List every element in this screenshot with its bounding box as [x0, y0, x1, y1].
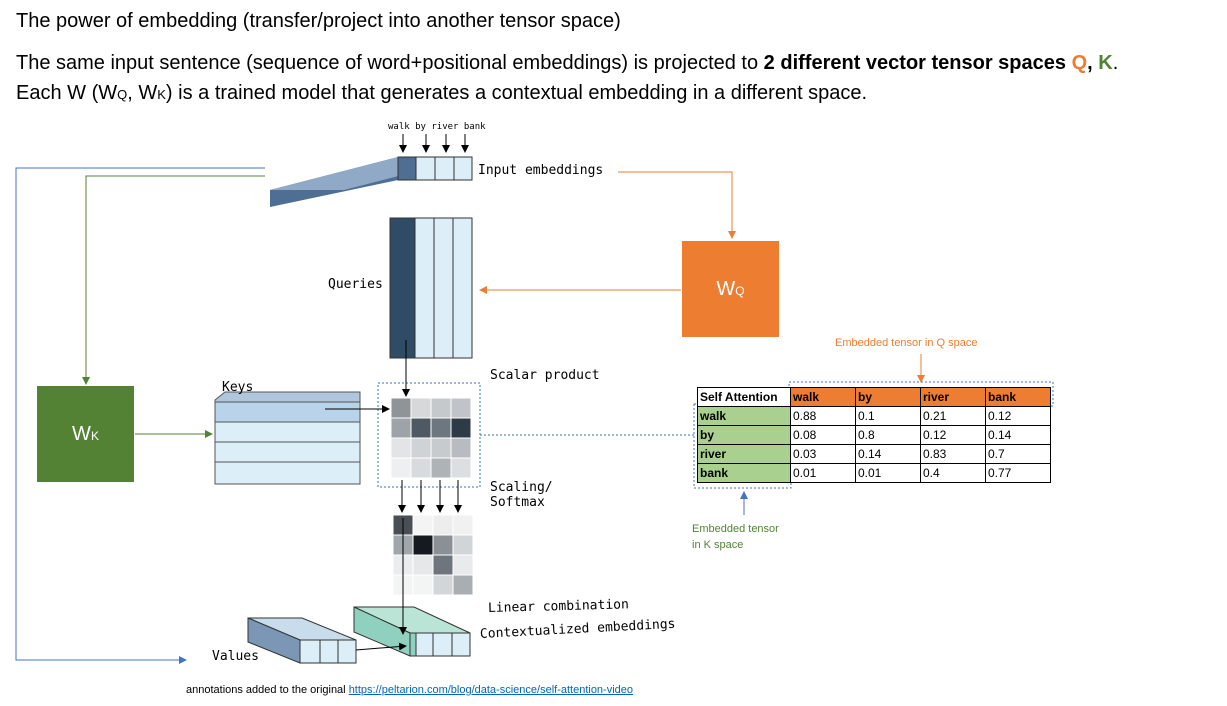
queries-block — [390, 218, 472, 358]
word-walk: walk — [388, 122, 410, 132]
word-river: river — [431, 122, 459, 132]
table-cell: 0.01 — [791, 464, 856, 483]
softmax-label: Softmax — [490, 495, 545, 510]
q-space-annotation: Embedded tensor in Q space — [835, 337, 978, 349]
table-row — [698, 445, 1051, 464]
q-letter: Q — [1071, 52, 1088, 74]
k-space-line1: Embedded tensor — [692, 523, 779, 535]
word-bank: bank — [463, 122, 486, 132]
wq-main: W — [716, 277, 736, 300]
table-header-row — [698, 388, 1051, 407]
caption-text: annotations added to the original — [186, 684, 349, 696]
keys-block — [215, 392, 360, 484]
table-cell: 0.7 — [986, 445, 1051, 464]
wk-main: W — [72, 422, 91, 445]
scaling-softmax-label — [490, 480, 553, 510]
wk-box — [37, 386, 134, 482]
table-cell: 0.01 — [856, 464, 921, 483]
values-slab — [248, 618, 356, 663]
subtitle2-rest: ) is a trained model that generates a contextual embedding in a different space. — [165, 82, 868, 104]
k-letter: K — [1098, 52, 1113, 74]
table-cell: 0.77 — [986, 464, 1051, 483]
caption — [186, 684, 633, 696]
word-by: by — [415, 122, 426, 132]
k-space-annotation — [692, 521, 779, 553]
col-header-by: by — [856, 388, 921, 407]
score-matrix — [391, 398, 471, 478]
subtitle2-mid: , W — [127, 82, 158, 104]
table-cell: 0.03 — [791, 445, 856, 464]
row-header-by: by — [698, 426, 791, 445]
row-header-walk: walk — [698, 407, 791, 426]
table-cell: 0.08 — [791, 426, 856, 445]
table-row — [698, 426, 1051, 445]
scaling-label: Scaling/ — [490, 480, 553, 495]
col-header-bank: bank — [986, 388, 1051, 407]
table-cell: 0.21 — [921, 407, 986, 426]
row-header-river: river — [698, 445, 791, 464]
table-cell: 0.8 — [856, 426, 921, 445]
subtitle-bold: 2 different vector tensor spaces — [763, 52, 1067, 74]
table-cell: 0.14 — [856, 445, 921, 464]
page-title: The power of embedding (transfer/project into another tensor space) — [16, 10, 621, 32]
table-cell: 0.88 — [791, 407, 856, 426]
subtitle-text: The same input sentence (sequence of word+positional embeddings) is projected to — [16, 52, 764, 74]
softmax-matrix — [393, 515, 473, 595]
subtitle-separator: , — [1087, 52, 1093, 74]
self-attention-table — [697, 387, 1051, 483]
table-row — [698, 407, 1051, 426]
table-corner: Self Attention — [698, 388, 791, 407]
wq-box — [682, 241, 779, 337]
table-cell: 0.4 — [921, 464, 986, 483]
wk-subscript: K — [157, 87, 166, 102]
keys-label: Keys — [222, 380, 254, 395]
subtitle2-text: Each W (W — [16, 82, 118, 104]
table-cell: 0.12 — [921, 426, 986, 445]
source-link[interactable]: https://peltarion.com/blog/data-science/self-attention-video — [348, 684, 634, 696]
input-embeddings-label: Input embeddings — [478, 163, 604, 178]
col-header-river: river — [921, 388, 986, 407]
wq-sub: Q — [735, 284, 745, 298]
subtitle-end: . — [1112, 52, 1119, 74]
table-cell: 0.83 — [921, 445, 986, 464]
flow-arrows — [325, 340, 458, 650]
scalar-product-label: Scalar product — [490, 368, 600, 383]
word-arrows — [403, 134, 465, 152]
wq-subscript: Q — [117, 87, 128, 102]
table-cell: 0.1 — [856, 407, 921, 426]
row-header-bank: bank — [698, 464, 791, 483]
table-row — [698, 464, 1051, 483]
table-cell: 0.12 — [986, 407, 1051, 426]
col-header-walk: walk — [791, 388, 856, 407]
queries-label: Queries — [328, 277, 383, 292]
values-label: Values — [212, 649, 259, 664]
linear-combination-label: Linear combination — [487, 597, 630, 616]
word-labels — [388, 122, 486, 132]
input-embeddings-slab — [270, 157, 472, 207]
contextualized-embeddings-label: Contextualized embeddings — [479, 616, 676, 642]
k-space-line2: in K space — [692, 539, 744, 551]
table-cell: 0.14 — [986, 426, 1051, 445]
wk-sub: K — [90, 429, 99, 443]
